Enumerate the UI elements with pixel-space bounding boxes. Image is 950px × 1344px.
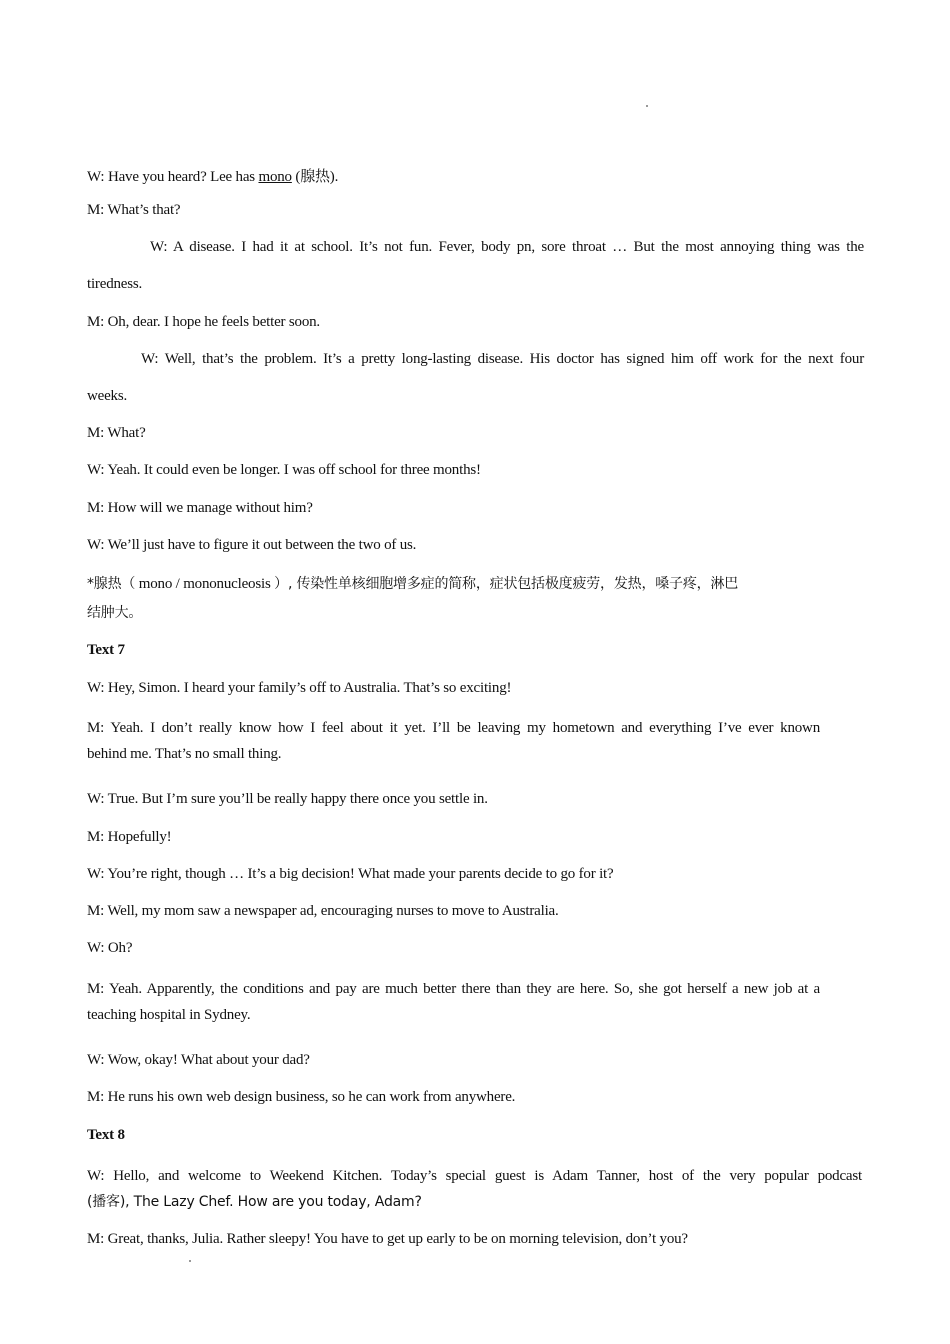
dialogue-line: weeks.: [87, 388, 128, 404]
dialogue-line: W: Hey, Simon. I heard your family’s off to Australia. That’s so exciting!: [87, 680, 512, 696]
footnote-text: ）, 传染性单核细胞增多症的简称，症状包括极度疲劳，发热，嗓子疼，淋巴: [274, 576, 739, 592]
dialogue-line: [87, 1192, 864, 1212]
dialogue-line: M: What’s that?: [87, 202, 181, 218]
dialogue-line: M: Great, thanks, Julia. Rather sleepy! You have to get up early to be on morning television, don’t you?: [87, 1231, 688, 1247]
dialogue-line: W: Yeah. It could even be longer. I was off school for three months!: [87, 462, 481, 478]
dialogue-line: M: Well, my mom saw a newspaper ad, encouraging nurses to move to Australia.: [87, 903, 559, 919]
dialogue-line: W: We’ll just have to figure it out between the two of us.: [87, 537, 417, 553]
section-heading: Text 8: [87, 1127, 125, 1143]
stray-dot-top: [646, 105, 648, 107]
footnote-term: *腺热（: [87, 576, 136, 592]
dialogue-text: (腺热).: [291, 169, 339, 185]
dialogue-text-cjk: (播客), The Lazy Chef. How are you today, Adam?: [87, 1194, 422, 1210]
dialogue-line: behind me. That’s no small thing.: [87, 746, 282, 762]
dialogue-line: W: Well, that’s the problem. It’s a pretty long-lasting disease. His doctor has signed him off work for the next four: [141, 351, 864, 367]
dialogue-line: W: Wow, okay! What about your dad?: [87, 1052, 310, 1068]
dialogue-line: M: What?: [87, 425, 146, 441]
dialogue-line: M: Hopefully!: [87, 829, 172, 845]
stray-dot-bottom: [189, 1260, 191, 1262]
dialogue-line: M: Yeah. I don’t really know how I feel about it yet. I’ll be leaving my hometown and everything I’ve ever known: [87, 720, 820, 736]
dialogue-line: W: Oh?: [87, 940, 133, 956]
speaker-label: W:: [87, 169, 105, 185]
dialogue-line: [87, 167, 864, 187]
dialogue-line: M: Yeah. Apparently, the conditions and pay are much better there than they are here. So, she got herself a new job at a: [87, 981, 820, 997]
footnote-english: mono / mononucleosis: [135, 576, 275, 592]
dialogue-line: W: You’re right, though … It’s a big decision! What made your parents decide to go for it?: [87, 866, 614, 882]
dialogue-line: teaching hospital in Sydney.: [87, 1007, 251, 1023]
dialogue-line: W: True. But I’m sure you’ll be really happy there once you settle in.: [87, 791, 488, 807]
underlined-term: mono: [258, 169, 292, 185]
dialogue-line: W: Hello, and welcome to Weekend Kitchen. Today’s special guest is Adam Tanner, host of the very popular podcast: [87, 1168, 862, 1184]
section-heading: Text 7: [87, 642, 125, 658]
dialogue-text: Have you heard? Lee has: [107, 169, 259, 185]
footnote-line: 结肿大。: [87, 605, 143, 621]
dialogue-line: M: Oh, dear. I hope he feels better soon.: [87, 314, 320, 330]
dialogue-line: W: A disease. I had it at school. It’s not fun. Fever, body pn, sore throat … But the most annoying thing was the: [150, 239, 864, 255]
dialogue-line: M: He runs his own web design business, so he can work from anywhere.: [87, 1089, 516, 1105]
dialogue-line: M: How will we manage without him?: [87, 500, 313, 516]
footnote-line: [87, 574, 864, 594]
dialogue-line: tiredness.: [87, 276, 143, 292]
